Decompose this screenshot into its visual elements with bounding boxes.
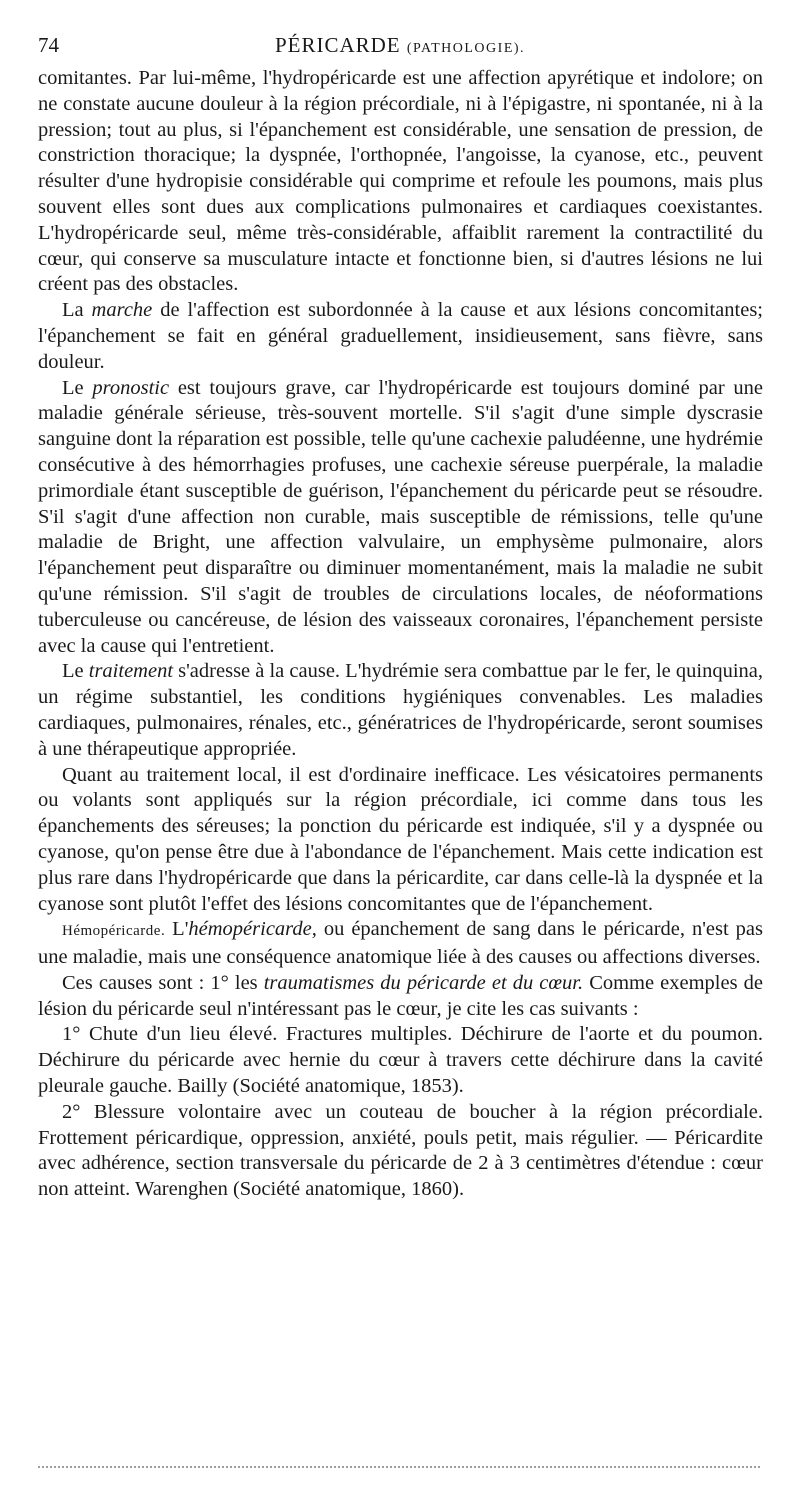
case-2: 2° Blessure volontaire avec un couteau de boucher à la région précordiale. Frottement péricardique, oppression, anxiété, pouls petit, mais régulier. — Péricardite avec adhérence, section transversale du péricarde de 2 à 3 centimètres d'étendue : cœur non atteint. Warenghen (Société anatomique, 1860). bbox=[38, 1100, 763, 1201]
paragraph-marche-text: de l'affection est subordonnée à la cause et aux lésions concomitantes; l'épanchement se fait en général graduellement, insidieusement, sans fièvre, sans douleur. bbox=[38, 299, 763, 373]
paragraph-traitement-lead: Le bbox=[62, 660, 89, 683]
running-header bbox=[38, 30, 762, 60]
paragraph-traitement-local: Quant au traitement local, il est d'ordinaire inefficace. Les vésicatoires permanents ou volants sont appliqués sur la région précordiale, ici comme dans tous les épanchements des séreuses; la ponction du péricarde est indiquée, s'il y a dyspnée ou cyanose, qu'on pense être due à l'abondance de l'épanchement. Mais cette indication est plus rare dans l'hydropéricarde que dans la péricardite, car dans celle-là la dyspnée et la cyanose sont plutôt l'effet des lésions concomitantes que de l'épanchement. bbox=[38, 763, 763, 915]
paragraph-causes-text: Comme exemples de lésion du péricarde seul n'intéressant pas le cœur, je cite les cas suivants : bbox=[38, 971, 763, 1020]
term-marche: marche bbox=[91, 299, 153, 322]
running-title-qualifier: (PATHOLOGIE). bbox=[406, 41, 526, 56]
term-hemopericarde: hémopéricarde, bbox=[188, 918, 317, 941]
case-1: 1° Chute d'un lieu élevé. Fractures multiples. Déchirure de l'aorte et du poumon. Déchirure du péricarde avec hernie du cœur à travers cette déchirure dans la cavité pleurale gauche. Bailly (Société anatomique, 1853). bbox=[38, 1023, 763, 1098]
paragraph-pronostic bbox=[38, 376, 763, 660]
paragraph-pronostic-lead: Le bbox=[62, 376, 93, 399]
body-text bbox=[38, 66, 763, 1203]
page-number: 74 bbox=[38, 33, 59, 57]
paragraph-traitement-text: s'adresse à la cause. L'hydrémie sera combattue par le fer, le quinquina, un régime substantiel, les conditions hygiéniques convenables. Les maladies cardiaques, pulmonaires, rénales, etc., génératrices de l'hydropéricarde, seront soumises à une thérapeutique appropriée. bbox=[38, 660, 764, 760]
paragraph-traitement bbox=[38, 659, 763, 762]
term-pronostic: pronostic bbox=[92, 376, 170, 399]
running-title bbox=[38, 30, 762, 64]
paragraph-marche bbox=[38, 298, 763, 375]
term-traitement: traitement bbox=[88, 660, 174, 683]
paragraph-1: comitantes. Par lui-même, l'hydropéricarde est une affection apyrétique et indolore; on ne constate aucune douleur à la région précordiale, ni à l'épigastre, ni spontanée, ni à la pression; tout au plus, si l'épanchement est considérable, une sensation de pression, de constriction thoracique; la dyspnée, l'orthopnée, l'angoisse, la cyanose, etc., peuvent résulter d'une hydropisie considérable qui comprime et refoule les poumons, mais plus souvent elles sont dues aux complications pulmonaires et cardiaques coexistantes. L'hydropéricarde seul, même très-considérable, affaiblit rarement la contractilité du cœur, qui conserve sa musculature intacte et fonctionne bien, si d'autres lésions ne lui créent pas des obstacles. bbox=[38, 67, 763, 296]
paragraph-hemopericarde-lead: L' bbox=[165, 918, 189, 941]
running-title-main: PÉRICARDE bbox=[274, 33, 401, 57]
paragraph-causes-lead: Ces causes sont : 1° les bbox=[62, 971, 264, 994]
paragraph-pronostic-text: est toujours grave, car l'hydropéricarde est toujours dominé par une maladie générale sérieuse, très-souvent mortelle. S'il s'agit d'une simple dyscrasie sanguine dont la réparation est possible, telle qu'une cachexie paludéenne, une hydrémie consécutive à des hémorrhagies profuses, une cachexie séreuse puerpérale, la maladie primordiale étant susceptible de guérison, l'épanchement du péricarde peut se résoudre. S'il s'agit d'une affection non curable, mais susceptible de rémissions, telle qu'une maladie de Bright, une affection valvulaire, un emphysème pulmonaire, alors l'épanchement peut disparaître ou diminuer momentanément, mais la maladie ne subit qu'une rémission. S'il s'agit de troubles de circulations locales, de néoformations tuberculeuse ou cancéreuse, de lésion des vaisseaux coronaires, l'épanchement persiste avec la cause qui l'entretient. bbox=[38, 376, 763, 657]
paragraph-marche-lead: La bbox=[62, 299, 92, 322]
paragraph-causes bbox=[38, 971, 763, 1023]
paragraph-hemopericarde-text: ou épanchement de sang dans le péricarde, n'est pas une maladie, mais une conséquence anatomique liée à des causes ou affections diverses. bbox=[38, 918, 763, 969]
term-traumatismes: traumatismes du péricarde et du cœur. bbox=[263, 971, 584, 994]
bottom-dotted-rule bbox=[38, 1466, 760, 1468]
section-heading-hemopericarde: Hémopéricarde. bbox=[62, 923, 166, 940]
paragraph-hemopericarde bbox=[38, 917, 763, 971]
